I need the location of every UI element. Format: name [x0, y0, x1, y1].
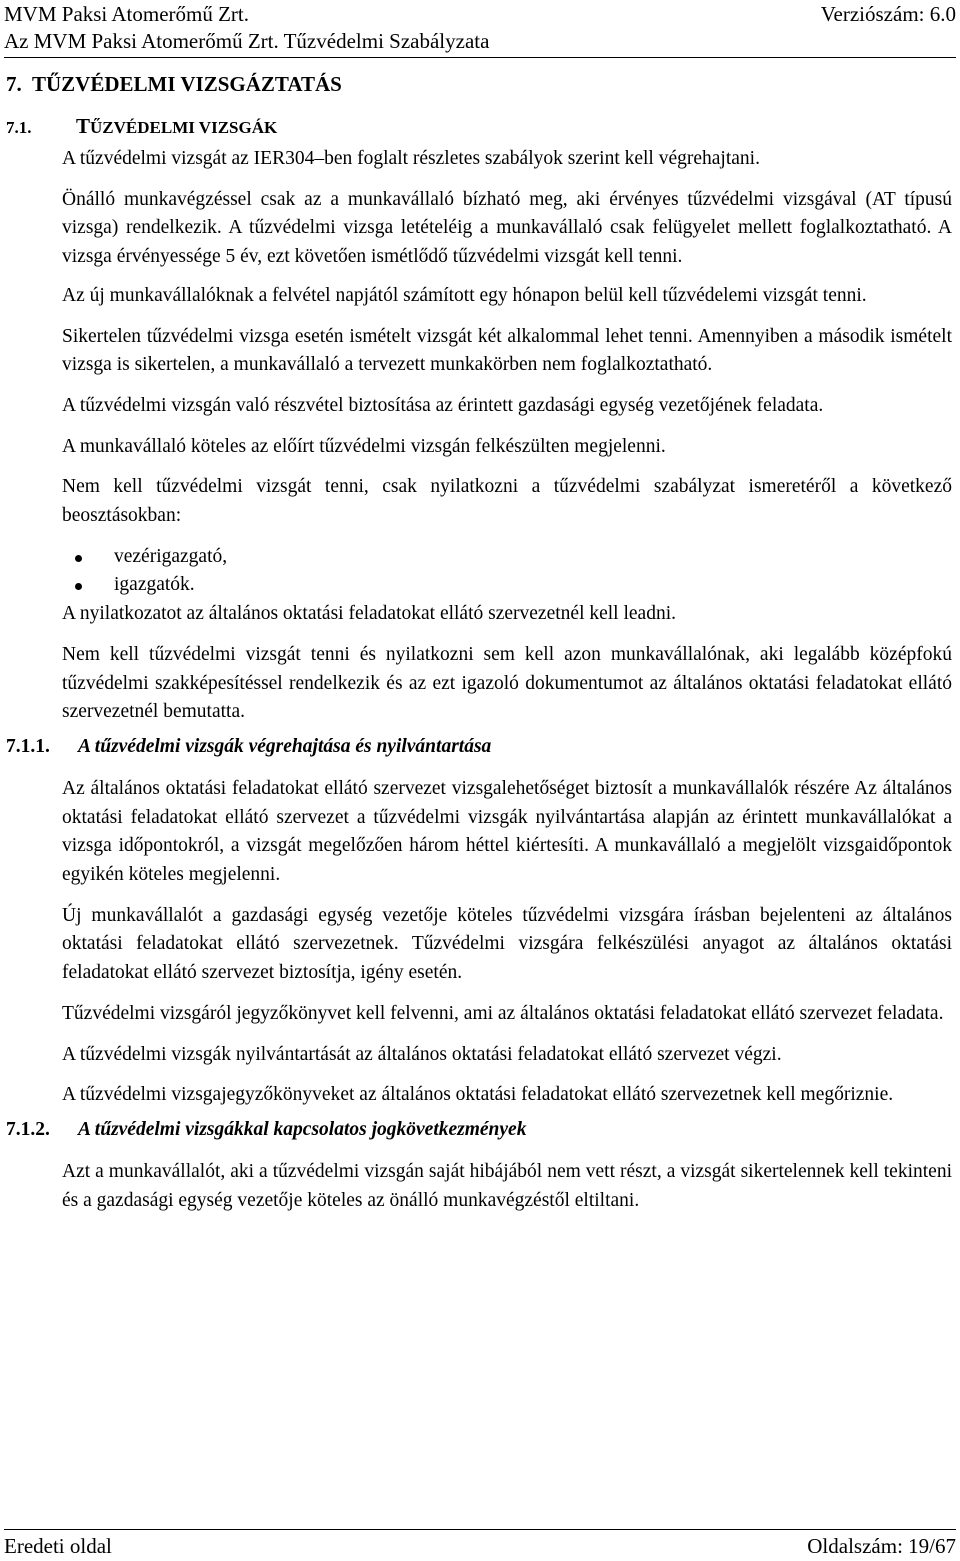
footer — [4, 1533, 956, 1559]
header-version: Verziószám: 6.0 — [820, 2, 956, 26]
header-company: MVM Paksi Atomerőmű Zrt. — [4, 2, 249, 26]
paragraph: Sikertelen tűzvédelmi vizsga esetén ismételt vizsgát két alkalommal lehet tenni. Amennyiben a második ismételt vizsga is sikertelen, a munkavállaló a tervezett munkakörben nem foglalkoztatható. — [62, 325, 952, 376]
subsubsection-title: A tűzvédelmi vizsgák végrehajtása és nyilvántartása — [78, 735, 492, 757]
subsubsection-heading-7-1-1 — [6, 733, 952, 761]
section-title: TŰZVÉDELMI VIZSGÁZTATÁS — [32, 72, 342, 96]
paragraph: A tűzvédelmi vizsgajegyzőkönyveket az általános oktatási feladatokat ellátó szervezetnek kell megőriznie. — [62, 1084, 894, 1106]
paragraph: Nem kell tűzvédelmi vizsgát tenni és nyilatkozni sem kell azon munkavállalónak, aki legalább középfokú tűzvédelmi szakképesítéssel rendelkezik és az ezt igazoló dokumentumot az általános oktatási feladatokat ellátó szervezetnél bemutatta. — [62, 643, 952, 723]
subsection-title-rest: ŰZVÉDELMI VIZSGÁK — [90, 118, 278, 137]
paragraph: Az új munkavállalóknak a felvétel napjától számított egy hónapon belül kell tűzvédelemi vizsgát tenni. — [62, 284, 867, 306]
subsection-heading — [6, 115, 277, 139]
document-body — [6, 145, 952, 1227]
paragraph: A tűzvédelmi vizsgát az IER304–ben foglalt részletes szabályok szerint kell végrehajtani. — [62, 148, 760, 169]
bullet-icon — [75, 583, 82, 590]
header-line-1 — [4, 0, 956, 28]
position-list — [62, 543, 952, 600]
bullet-icon — [75, 555, 82, 562]
paragraph: Az általános oktatási feladatokat ellátó szervezet vizsgalehetőséget biztosít a munkavállalók részére Az általános oktatási feladatokat ellátó szervezet a tűzvédelmi vizsgák nyilvántartása alapján az érintett munkavállalókat a vizsga időpontokról, a vizsgát megelőzően három héttel kiértesíti. A munkavállaló a megjelölt vizsgaidőpontok egyikén köteles megjelenni. — [62, 777, 952, 886]
paragraph: A tűzvédelmi vizsgán való részvétel biztosítása az érintett gazdasági egység vezetőjének feladata. — [62, 394, 824, 416]
header-doc-prefix: Az MVM Paksi Atomerőmű Zrt. — [4, 29, 279, 53]
header-doc-title — [4, 28, 489, 54]
paragraph: A munkavállaló köteles az előírt tűzvédelmi vizsgán felkészülten megjelenni. — [62, 435, 666, 457]
subsection-title-initial: T — [76, 114, 91, 138]
paragraph: Nem kell tűzvédelmi vizsgát tenni, csak nyilatkozni a tűzvédelmi szabályzat ismeretéről a következő beosztásokban: — [62, 476, 952, 527]
subsubsection-heading-7-1-2 — [6, 1116, 952, 1144]
header-doc-name: Tűzvédelmi Szabályzata — [283, 29, 490, 53]
footer-rule — [4, 1529, 956, 1530]
header-rule — [4, 57, 956, 58]
subsubsection-title: A tűzvédelmi vizsgákkal kapcsolatos jogkövetkezmények — [78, 1118, 527, 1140]
footer-left: Eredeti oldal — [4, 1534, 112, 1558]
paragraph: Azt a munkavállalót, aki a tűzvédelmi vizsgán saját hibájából nem vett részt, a vizsgát sikertelennek kell tekinteni és a gazdasági egység vezetője köteles az önálló munkavégzéstől eltiltani. — [62, 1160, 952, 1211]
paragraph: A tűzvédelmi vizsgák nyilvántartását az általános oktatási feladatokat ellátó szervezet végzi. — [62, 1043, 782, 1065]
paragraph: A nyilatkozatot az általános oktatási feladatokat ellátó szervezetnél kell leadni. — [62, 603, 676, 625]
subsection-number: 7.1. — [6, 118, 32, 137]
paragraph: Önálló munkavégzéssel csak az a munkavállaló bízható meg, aki érvényes tűzvédelmi vizsgával (AT típusú vizsga) rendelkezik. A tűzvédelmi vizsga letételéig a munkavállaló csak felügyelet mellett foglalkoztatható. A vizsga érvényessége 5 év, ezt követően ismétlődő tűzvédelmi vizsgát kell tenni. — [62, 188, 952, 268]
paragraph: Új munkavállalót a gazdasági egység vezetője köteles tűzvédelmi vizsgára írásban bejelenteni az általános oktatási feladatokat ellátó szervezetnek. Tűzvédelmi vizsgára felkészülési anyagot az általános oktatási feladatokat ellátó szervezet biztosítja, igény esetén. — [62, 904, 952, 984]
section-number: 7. — [6, 72, 22, 96]
page-number: Oldalszám: 19/67 — [807, 1534, 956, 1558]
subsubsection-number: 7.1.1. — [6, 735, 50, 757]
subsubsection-number: 7.1.2. — [6, 1118, 50, 1140]
paragraph: Tűzvédelmi vizsgáról jegyzőkönyvet kell felvenni, ami az általános oktatási feladatokat ellátó szervezet feladata. — [62, 1002, 944, 1024]
header-line-2 — [4, 28, 956, 54]
list-item: vezérigazgató, — [62, 543, 952, 572]
section-heading — [6, 71, 342, 97]
list-item: igazgatók. — [62, 571, 952, 600]
